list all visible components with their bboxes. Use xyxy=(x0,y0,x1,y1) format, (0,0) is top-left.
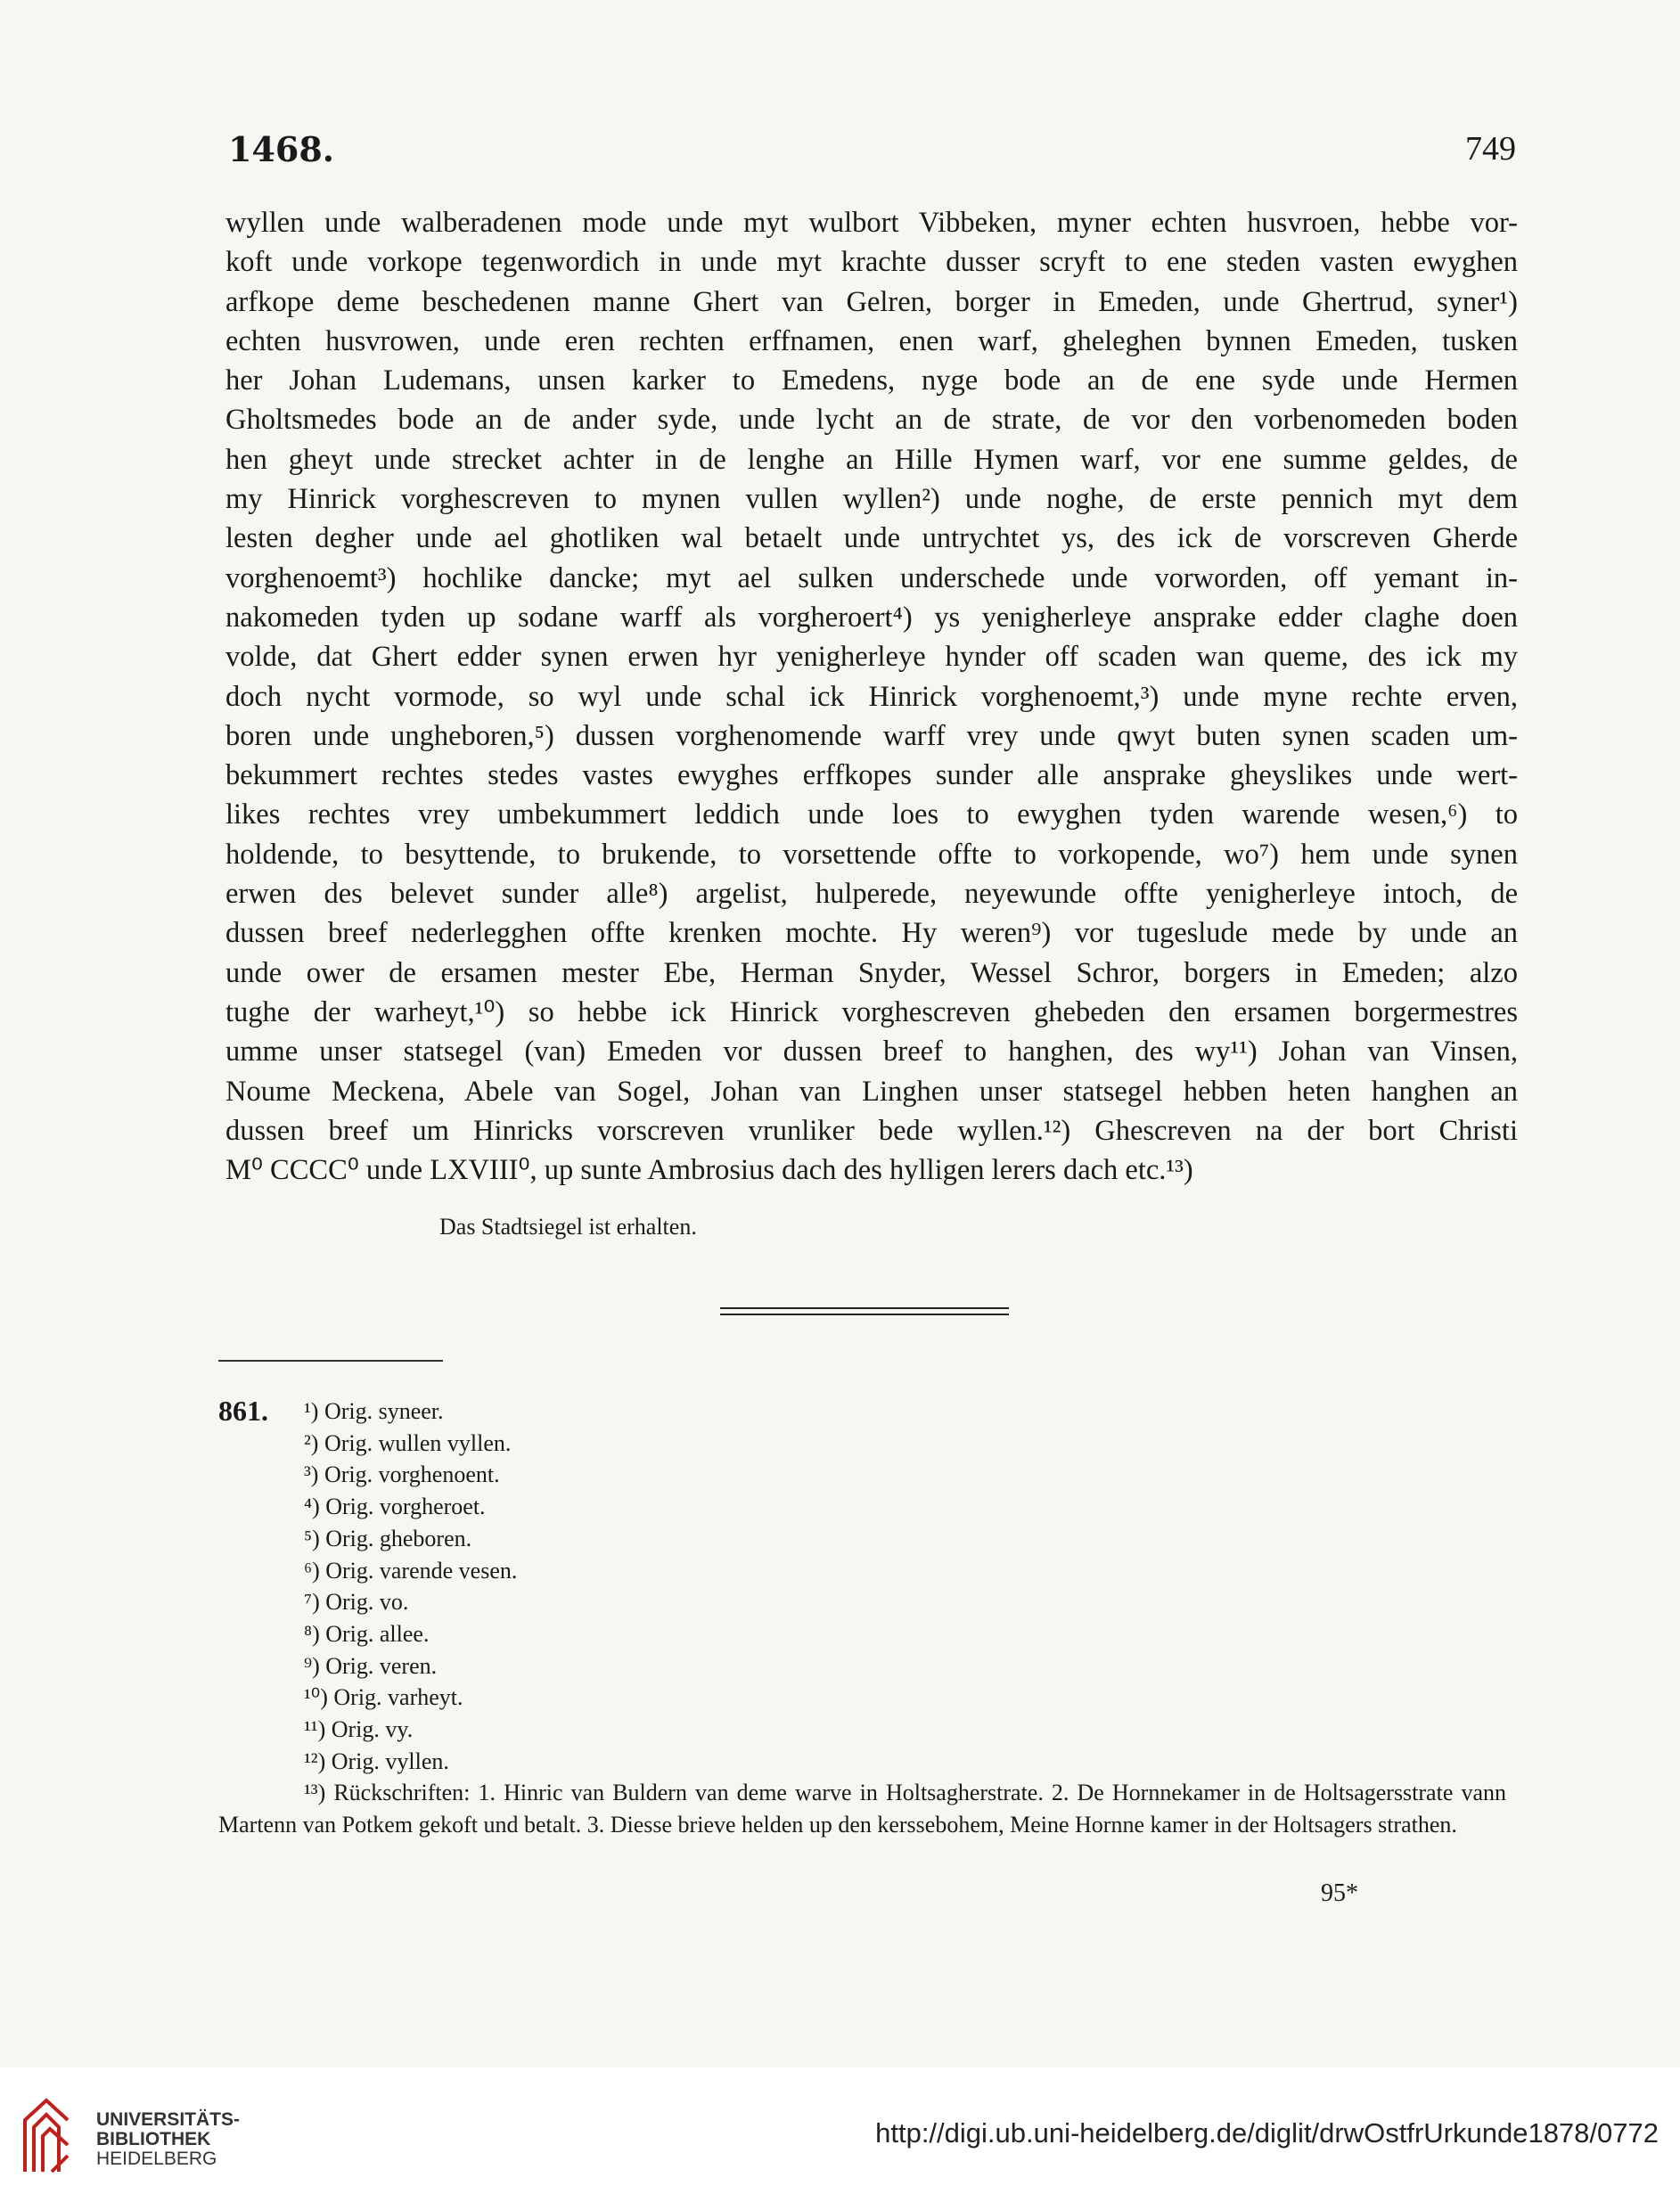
footnote-text: Orig. vorgheroet. xyxy=(325,1494,486,1520)
text-line: echten husvrowen, unde eren rechten erffnamen, enen warf, gheleghen bynnen Emeden, tusken xyxy=(225,324,1518,357)
footnote-mark: ⁹) xyxy=(304,1652,320,1679)
text-line: Noume Meckena, Abele van Sogel, Johan van Linghen unser statsegel hebben heten hanghen an xyxy=(225,1075,1518,1108)
text-line: holdende, to besyttende, to brukende, to vorsettende offte to vorkopende, wo⁷) hem unde synen xyxy=(225,838,1518,871)
text-line: wyllen unde walberadenen mode unde myt wulbort Vibbeken, myner echten husvroen, hebbe vor- xyxy=(225,207,1518,239)
footnote-mark: ⁶) xyxy=(304,1557,320,1584)
page-footer xyxy=(0,2067,1680,2202)
text-line: volde, dat Ghert edder synen erwen hyr yenigherleye hynder off scaden wan queme, des ick my xyxy=(225,641,1518,674)
library-name xyxy=(96,2110,240,2169)
footnote-item xyxy=(304,1682,1506,1714)
footnote-item xyxy=(304,1714,1506,1746)
footnotes xyxy=(218,1396,1506,1841)
footnote-list xyxy=(304,1396,1506,1777)
text-line: bekummert rechtes stedes vastes ewyghes erffkopes sunder alle ansprake gheyslikes unde wert- xyxy=(225,759,1518,792)
footnote-text: Orig. varende vesen. xyxy=(325,1557,518,1584)
page-header xyxy=(228,129,1516,170)
footnote-item xyxy=(304,1428,1506,1460)
text-line: arfkope deme beschedenen manne Ghert van Gelren, borger in Emeden, unde Ghertrud, syner¹) xyxy=(225,285,1518,318)
text-line: erwen des belevet sunder alle⁸) argelist, hulperede, neyewunde offte yenigherleye intoch, de xyxy=(225,878,1518,911)
footnote-mark: ¹¹) xyxy=(304,1716,326,1743)
charter-text xyxy=(225,203,1518,1190)
text-line: doch nycht vormode, so wyl unde schal ick Hinrick vorghenoemt,³) unde myne rechte erven, xyxy=(225,680,1518,713)
university-logo-icon xyxy=(20,2093,73,2175)
footnote-item xyxy=(304,1586,1506,1618)
text-line: nakomeden tyden up sodane warff als vorgheroert⁴) ys yenigherleye ansprake edder claghe doen xyxy=(225,601,1518,634)
document-number: 861. xyxy=(218,1395,268,1427)
header-year: 1468. xyxy=(228,129,334,169)
footnote-mark: ⁷) xyxy=(304,1589,320,1616)
footnote-item xyxy=(304,1650,1506,1682)
page-number: 749 xyxy=(1465,130,1516,168)
text-line: koft unde vorkope tegenwordich in unde myt krachte dusser scryft to ene steden vasten ewyghen xyxy=(225,246,1518,279)
text-line: likes rechtes vrey umbekummert leddich unde loes to ewyghen tyden warende wesen,⁶) to xyxy=(225,798,1518,831)
footnote-13: ¹³) Rückschriften: 1. Hinric van Buldern van deme warve in Holtsagherstrate. 2. De Hornnekamer in de Holtsagersstrate vann Martenn van Potkem gekoft und betalt. 3. Diesse brieve helden up den kerssebohem, Meine Hornne kamer in der Holtsagers strathen. xyxy=(218,1780,1506,1838)
footnote-text: Orig. syneer. xyxy=(324,1398,444,1424)
footnote-item xyxy=(304,1491,1506,1523)
text-line: hen gheyt unde strecket achter in de lenghe an Hille Hymen warf, vor ene summe geldes, de xyxy=(225,443,1518,476)
text-line: M⁰ CCCC⁰ unde LXVIII⁰, up sunte Ambrosius dach des hylligen lerers dach etc.¹³) xyxy=(225,1154,1193,1187)
footnote-item xyxy=(304,1555,1506,1587)
text-line: dussen breef um Hinricks vorscreven vrunliker bede wyllen.¹²) Ghescreven na der bort Christi xyxy=(225,1114,1518,1147)
footnote-text: Orig. vorghenoent. xyxy=(324,1461,500,1488)
footnote-mark: ³) xyxy=(304,1461,319,1488)
footnote-mark: ¹⁰) xyxy=(304,1684,328,1711)
text-line: boren unde ungheboren,⁵) dussen vorghenomende warff vrey unde qwyt buten synen scaden um- xyxy=(225,719,1518,752)
text-line: unde ower de ersamen mester Ebe, Herman Snyder, Wessel Schror, borgers in Emeden; alzo xyxy=(225,956,1518,989)
library-line-2: BIBLIOTHEK xyxy=(96,2129,211,2149)
text-line: umme unser statsegel (van) Emeden vor dussen breef to hanghen, des wy¹¹) Johan van Vinsen, xyxy=(225,1036,1518,1068)
footnote-mark: ¹²) xyxy=(304,1748,326,1774)
footnote-mark: ⁴) xyxy=(304,1494,320,1520)
text-line: my Hinrick vorghescreven to mynen vullen wyllen²) unde noghe, de erste pennich myt dem xyxy=(225,483,1518,516)
text-line: dussen breef nederlegghen offte krenken mochte. Hy weren⁹) vor tugeslude mede by unde an xyxy=(225,917,1518,950)
footnote-text: Orig. vy. xyxy=(331,1716,414,1743)
footnote-mark: ⁸) xyxy=(304,1620,320,1647)
footnote-item xyxy=(304,1459,1506,1491)
footnote-item xyxy=(304,1746,1506,1778)
footnote-text: Orig. veren. xyxy=(325,1652,438,1679)
footnote-text: Orig. wullen vyllen. xyxy=(324,1429,512,1456)
footnote-item xyxy=(304,1396,1506,1428)
seal-note: Das Stadtsiegel ist erhalten. xyxy=(439,1214,697,1240)
footnote-text: Orig. allee. xyxy=(325,1620,430,1647)
footnote-mark: ⁵) xyxy=(304,1525,320,1551)
footnote-item xyxy=(304,1618,1506,1650)
source-url[interactable]: http://digi.ub.uni-heidelberg.de/diglit/drwOstfrUrkunde1878/0772 xyxy=(875,2117,1659,2149)
footnote-text: Orig. varheyt. xyxy=(333,1684,463,1711)
text-line: tughe der warheyt,¹⁰) so hebbe ick Hinrick vorghescreven ghebeden den ersamen borgermestres xyxy=(225,995,1518,1028)
text-line: vorghenoemt³) hochlike dancke; myt ael sulken underschede unde vorworden, off yemant in- xyxy=(225,561,1518,594)
footnote-text: Orig. vyllen. xyxy=(331,1748,449,1774)
text-line: lesten degher unde ael ghotliken wal betaelt unde untrychtet ys, des ick de vorscreven Gherde xyxy=(225,522,1518,555)
footnote-mark: ²) xyxy=(304,1429,319,1456)
library-line-3: HEIDELBERG xyxy=(96,2149,217,2169)
footnote-text: Orig. vo. xyxy=(325,1589,409,1616)
text-line: her Johan Ludemans, unsen karker to Emedens, nyge bode an de ene syde unde Hermen xyxy=(225,364,1518,397)
library-line-1: UNIVERSITÄTS- xyxy=(96,2109,241,2130)
footnote-mark: ¹) xyxy=(304,1398,319,1424)
signature-mark: 95* xyxy=(1321,1879,1358,1907)
footnote-item xyxy=(304,1523,1506,1555)
footnote-rule xyxy=(218,1360,443,1362)
text-line: Gholtsmedes bode an de ander syde, unde lycht an de strate, de vor den vorbenomeden boden xyxy=(225,404,1518,437)
footnote-text: Orig. gheboren. xyxy=(325,1525,472,1551)
section-divider xyxy=(720,1307,1009,1315)
